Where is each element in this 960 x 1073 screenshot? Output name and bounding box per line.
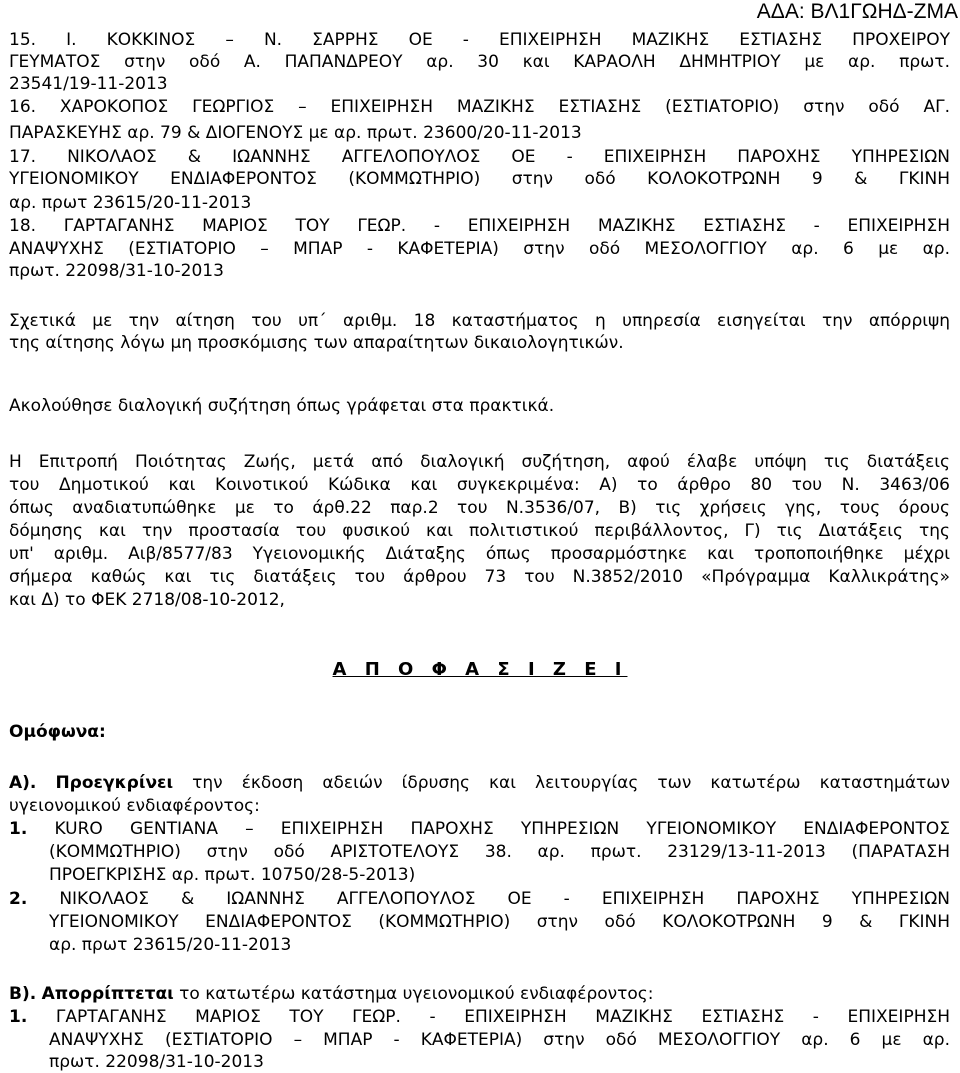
section-b-item1-text1: ΓΑΡΤΑΓΑΝΗΣ ΜΑΡΙΟΣ ΤΟΥ ΓΕΩΡ. - ΕΠΙΧΕΙΡΗΣΗ ΜΑΖΙΚΗΣ ΕΣΤΙΑΣΗΣ - ΕΠΙΧΕΙΡΗΣΗ <box>27 1007 950 1027</box>
committee-line1: Η Επιτροπή Ποιότητας Ζωής, μετά από διαλογική συζήτηση, αφού έλαβε υπόψη τις διατάξεις <box>9 452 950 472</box>
section-a-item1-line2: (ΚΟΜΜΩΤΗΡΙΟ) στην οδό ΑΡΙΣΤΟΤΕΛΟΥΣ 38. αρ. πρωτ. 23129/13-11-2013 (ΠΑΡΑΤΑΣΗ <box>49 842 950 862</box>
section-a-label: Α). <box>9 773 37 793</box>
section-a-line1 <box>9 772 950 794</box>
list-item-16-line1: 16. ΧΑΡΟΚΟΠΟΣ ΓΕΩΡΓΙΟΣ – ΕΠΙΧΕΙΡΗΣΗ ΜΑΖΙΚΗΣ ΕΣΤΙΑΣΗΣ (ΕΣΤΙΑΤΟΡΙΟ) στην οδό ΑΓ. <box>9 97 950 117</box>
committee-line2: του Δημοτικού και Κοινοτικού Κώδικα και συγκεκριμένα: Α) το άρθρο 80 του Ν. 3463/06 <box>9 475 950 495</box>
decision-heading: Α Π Ο Φ Α Σ Ι Ζ Ε Ι <box>332 659 628 680</box>
section-b-item1-num: 1. <box>9 1007 28 1027</box>
section-a-item1-text1: KURO GENTIANA – ΕΠΙΧΕΙΡΗΣΗ ΠΑΡΟΧΗΣ ΥΠΗΡΕΣΙΩΝ ΥΓΕΙΟΝΟΜΙΚΟΥ ΕΝΔΙΑΦΕΡΟΝΤΟΣ <box>27 819 950 839</box>
related-line1: Σχετικά με την αίτηση του υπ΄ αριθμ. 18 καταστήματος η υπηρεσία εισηγείται την απόρριψη <box>9 311 950 331</box>
unanimous-label: Ομόφωνα: <box>9 722 106 742</box>
section-a-verb: Προεγκρίνει <box>55 773 174 793</box>
ada-code: ΑΔΑ: ΒΛ1ΓΩΗΔ-ΖΜΑ <box>756 0 958 23</box>
section-b-line1 <box>9 983 950 1005</box>
committee-line7: και Δ) το ΦΕΚ 2718/08-10-2012, <box>9 590 285 610</box>
list-item-17-line2: ΥΓΕΙΟΝΟΜΙΚΟΥ ΕΝΔΙΑΦΕΡΟΝΤΟΣ (ΚΟΜΜΩΤΗΡΙΟ) στην οδό ΚΟΛΟΚΟΤΡΩΝΗ 9 & ΓΚΙΝΗ <box>9 169 950 189</box>
section-a-line2: υγειονομικού ενδιαφέροντος: <box>9 796 260 816</box>
section-a-item2-line3: αρ. πρωτ 23615/20-11-2013 <box>49 935 292 955</box>
list-item-15-line1: 15. Ι. ΚΟΚΚΙΝΟΣ – Ν. ΣΑΡΡΗΣ ΟΕ - ΕΠΙΧΕΙΡΗΣΗ ΜΑΖΙΚΗΣ ΕΣΤΙΑΣΗΣ ΠΡΟΧΕΙΡΟΥ <box>9 30 950 50</box>
list-item-17-line1: 17. ΝΙΚΟΛΑΟΣ & ΙΩΑΝΝΗΣ ΑΓΓΕΛΟΠΟΥΛΟΣ ΟΕ - ΕΠΙΧΕΙΡΗΣΗ ΠΑΡΟΧΗΣ ΥΠΗΡΕΣΙΩΝ <box>9 147 950 167</box>
list-item-15-line3: 23541/19-11-2013 <box>9 74 168 94</box>
discussion-text: Ακολούθησε διαλογική συζήτηση όπως γράφεται στα πρακτικά. <box>9 396 555 416</box>
section-a-item1-line1 <box>9 818 950 840</box>
list-item-18-line3: πρωτ. 22098/31-10-2013 <box>9 261 224 281</box>
section-a-item1-num: 1. <box>9 819 28 839</box>
list-item-17-line3: αρ. πρωτ 23615/20-11-2013 <box>9 193 252 213</box>
section-a-item2-line2: ΥΓΕΙΟΝΟΜΙΚΟΥ ΕΝΔΙΑΦΕΡΟΝΤΟΣ (ΚΟΜΜΩΤΗΡΙΟ) στην οδό ΚΟΛΟΚΟΤΡΩΝΗ 9 & ΓΚΙΝΗ <box>49 912 950 932</box>
committee-line6: σήμερα καθώς και τις διατάξεις του άρθρου 73 του Ν.3852/2010 «Πρόγραμμα Καλλικράτης» <box>9 567 950 587</box>
committee-line4: δόμησης και την προστασία του φυσικού και πολιτιστικού περιβάλλοντος, Γ) τις Διατάξεις της <box>9 521 950 541</box>
list-item-15-line2: ΓΕΥΜΑΤΟΣ στην οδό Α. ΠΑΠΑΝΔΡΕΟΥ αρ. 30 και ΚΑΡΑΟΛΗ ΔΗΜΗΤΡΙΟΥ με αρ. πρωτ. <box>9 52 950 72</box>
section-a-item2-num: 2. <box>9 889 28 909</box>
section-b-text: το κατωτέρω κατάστημα υγειονομικού ενδιαφέροντος: <box>173 984 654 1004</box>
section-a-item2-line1 <box>9 888 950 910</box>
list-item-16-line2: ΠΑΡΑΣΚΕΥΗΣ αρ. 79 & ΔΙΟΓΕΝΟΥΣ με αρ. πρωτ. 23600/20-11-2013 <box>9 123 582 143</box>
section-a-item2-text1: ΝΙΚΟΛΑΟΣ & ΙΩΑΝΝΗΣ ΑΓΓΕΛΟΠΟΥΛΟΣ ΟΕ - ΕΠΙΧΕΙΡΗΣΗ ΠΑΡΟΧΗΣ ΥΠΗΡΕΣΙΩΝ <box>27 889 950 909</box>
committee-line3: όπως αναδιατυπώθηκε με το άρθ.22 παρ.2 του Ν.3536/07, Β) τις χρήσεις γης, τους όρους <box>9 498 950 518</box>
list-item-18-line2: ΑΝΑΨΥΧΗΣ (ΕΣΤΙΑΤΟΡΙΟ – ΜΠΑΡ - ΚΑΦΕΤΕΡΙΑ) στην οδό ΜΕΣΟΛΟΓΓΙΟΥ αρ. 6 με αρ. <box>9 239 950 259</box>
committee-line5: υπ' αριθμ. Αιβ/8577/83 Υγειονομικής Διάταξης όπως προσαρμόστηκε και τροποποιήθηκε μέχρι <box>9 544 950 564</box>
section-b-verb: Απορρίπτεται <box>41 984 174 1004</box>
section-b-label: Β). <box>9 984 37 1004</box>
section-a-text1: την έκδοση αδειών ίδρυσης και λειτουργίας των κατωτέρω καταστημάτων <box>173 773 951 793</box>
section-a-item1-line3: ΠΡΟΕΓΚΡΙΣΗΣ αρ. πρωτ. 10750/28-5-2013) <box>49 865 416 885</box>
list-item-18-line1: 18. ΓΑΡΤΑΓΑΝΗΣ ΜΑΡΙΟΣ ΤΟΥ ΓΕΩΡ. - ΕΠΙΧΕΙΡΗΣΗ ΜΑΖΙΚΗΣ ΕΣΤΙΑΣΗΣ - ΕΠΙΧΕΙΡΗΣΗ <box>9 216 950 236</box>
section-b-item1-line1 <box>9 1006 950 1028</box>
section-b-item1-line3: πρωτ. 22098/31-10-2013 <box>49 1052 264 1072</box>
related-line2: της αίτησης λόγω μη προσκόμισης των απαραίτητων δικαιολογητικών. <box>9 333 624 353</box>
section-b-item1-line2: ΑΝΑΨΥΧΗΣ (ΕΣΤΙΑΤΟΡΙΟ – ΜΠΑΡ - ΚΑΦΕΤΕΡΙΑ) στην οδό ΜΕΣΟΛΟΓΓΙΟΥ αρ. 6 με αρ. <box>49 1030 950 1050</box>
